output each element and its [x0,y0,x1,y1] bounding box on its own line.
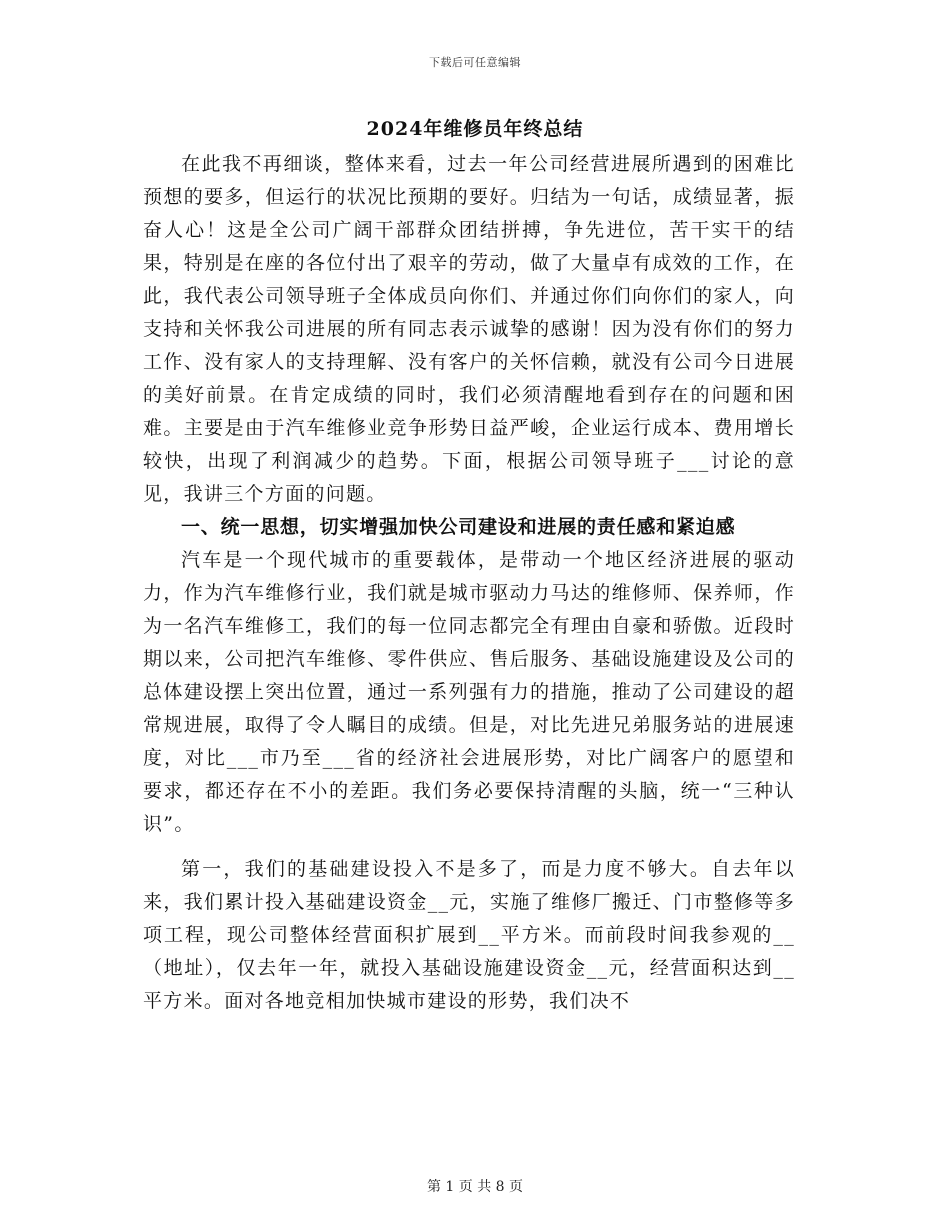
section-heading-1: 一、统一思想，切实增强加快公司建设和进展的责任感和紧迫感 [181,516,736,538]
document-body [143,148,795,1018]
body-paragraph-first-point: 第一，我们的基础建设投入不是多了，而是力度不够大。自去年以来，我们累计投入基础建设资金__元，实施了维修厂搬迁、门市整修等多项工程，现公司整体经营面积扩展到__平方米。而前段时间我参观的__（地址），仅去年一年，就投入基础设施建设资金__元，经营面积达到__平方米。面对各地竞相加快城市建设的形势，我们决不 [143,858,795,1012]
body-paragraph-intro: 在此我不再细谈，整体来看，过去一年公司经营进展所遇到的困难比预想的要多，但运行的状况比预期的要好。归结为一句话，成绩显著，振奋人心！这是全公司广阔干部群众团结拼搏，争先进位，苦干实干的结果，特别是在座的各位付出了艰辛的劳动，做了大量卓有成效的工作，在此，我代表公司领导班子全体成员向你们、并通过你们向你们的家人，向支持和关怀我公司进展的所有同志表示诚挚的感谢！因为没有你们的努力工作、没有家人的支持理解、没有客户的关怀信赖，就没有公司今日进展的美好前景。在肯定成绩的同时，我们必须清醒地看到存在的问题和困难。主要是由于汽车维修业竞争形势日益严峻，企业运行成本、费用增长较快，出现了利润减少的趋势。下面，根据公司领导班子___讨论的意见，我讲三个方面的问题。 [143,153,795,505]
body-paragraph-section-1: 汽车是一个现代城市的重要载体，是带动一个地区经济进展的驱动力，作为汽车维修行业，我们就是城市驱动力马达的维修师、保养师，作为一名汽车维修工，我们的每一位同志都完全有理由自豪和骄傲。近段时期以来，公司把汽车维修、零件供应、售后服务、基础设施建设及公司的总体建设摆上突出位置，通过一系列强有力的措施，推动了公司建设的超常规进展，取得了令人瞩目的成绩。但是，对比先进兄弟服务站的进展速度，对比___市乃至___省的经济社会进展形势，对比广阔客户的愿望和要求，都还存在不小的差距。我们务必要保持清醒的头脑，统一“三种认识”。 [143,549,795,835]
document-title: 2024年维修员年终总结 [366,118,584,140]
page-number: 第 1 页 共 8 页 [426,1179,524,1195]
page-header-note: 下载后可任意编辑 [429,56,521,69]
